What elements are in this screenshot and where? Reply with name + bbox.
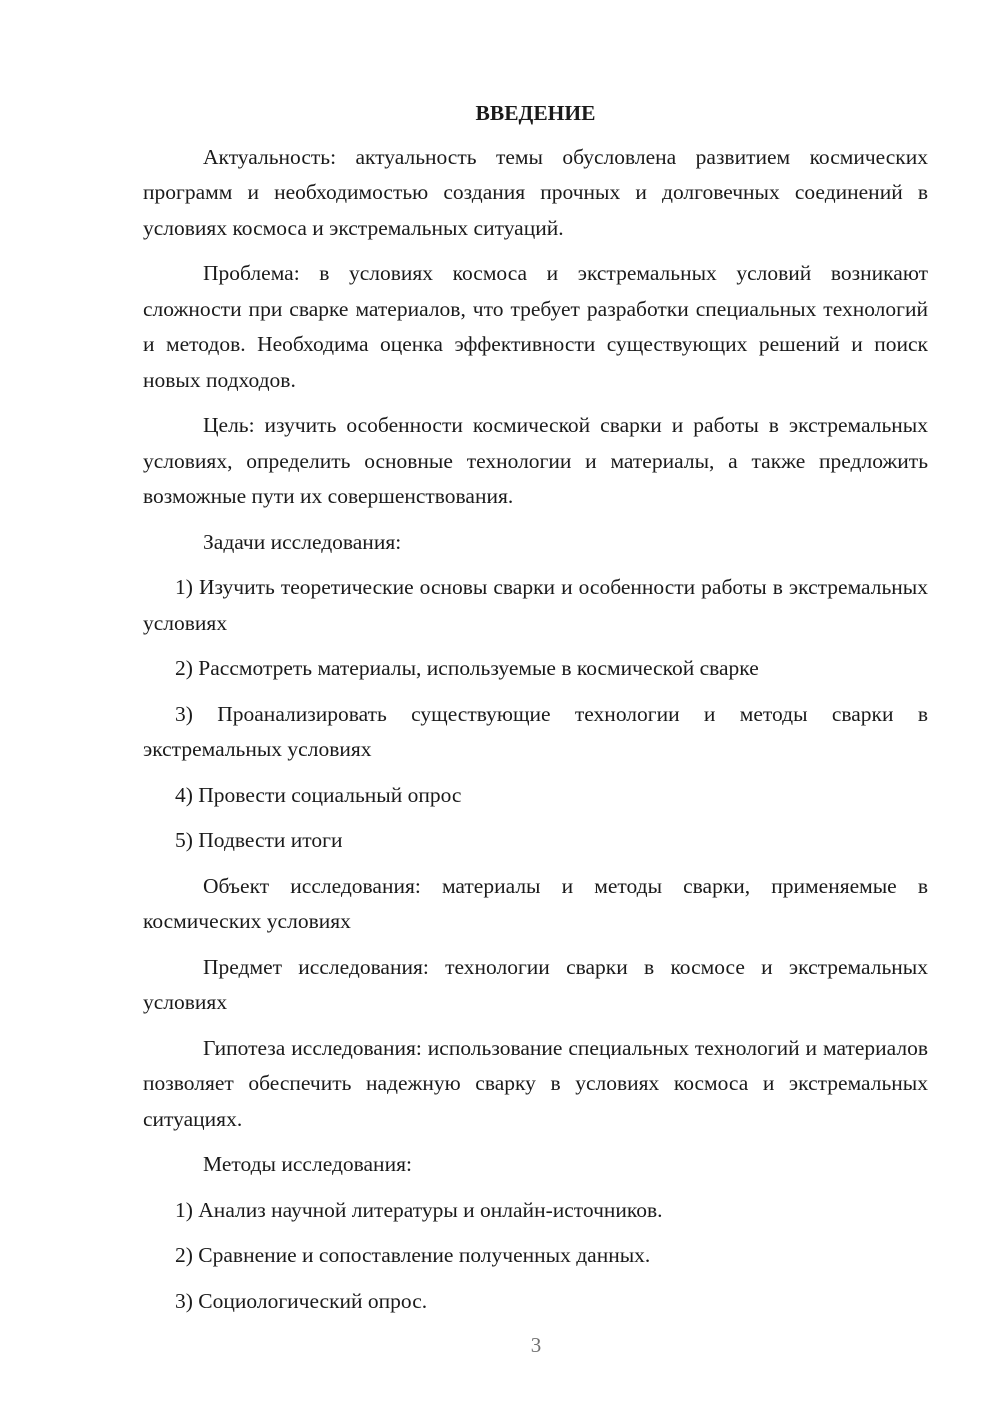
- relevance-paragraph: Актуальность: актуальность темы обусловлена развитием космических программ и необходимостью создания прочных и долговечных соединений в условиях космоса и экстремальных ситуаций.: [143, 144, 928, 240]
- task-item: 3) Проанализировать существующие технологии и методы сварки в экстремальных условиях: [143, 701, 928, 761]
- method-item: 2) Сравнение и сопоставление полученных данных.: [175, 1243, 651, 1267]
- method-item: 1) Анализ научной литературы и онлайн-источников.: [175, 1197, 663, 1222]
- methods-heading: Методы исследования:: [203, 1152, 412, 1176]
- task-item: 4) Провести социальный опрос: [175, 782, 462, 807]
- task-item: 5) Подвести итоги: [175, 828, 343, 852]
- problem-paragraph: Проблема: в условиях космоса и экстремальных условий возникают сложности при сварке материалов, что требует разработки специальных технологий и методов. Необходима оценка эффективности существующих решений и поиск новых подходов.: [143, 261, 928, 392]
- page-number: 3: [530, 1333, 542, 1357]
- object-paragraph: Объект исследования: материалы и методы сварки, применяемые в космических условиях: [143, 873, 928, 933]
- task-item: 1) Изучить теоретические основы сварки и особенности работы в экстремальных условиях: [143, 575, 928, 635]
- tasks-heading: Задачи исследования:: [203, 529, 402, 554]
- subject-paragraph: Предмет исследования: технологии сварки в космосе и экстремальных условиях: [143, 954, 928, 1014]
- section-title: ВВЕДЕНИЕ: [475, 101, 596, 125]
- goal-paragraph: Цель: изучить особенности космической сварки и работы в экстремальных условиях, определить основные технологии и материалы, а также предложить возможные пути их совершенствования.: [143, 413, 928, 508]
- document-body: [143, 96, 928, 1329]
- method-item: 3) Социологический опрос.: [175, 1288, 428, 1313]
- hypothesis-paragraph: Гипотеза исследования: использование специальных технологий и материалов позволяет обеспечить надежную сварку в условиях космоса и экстремальных ситуациях.: [143, 1035, 928, 1131]
- task-item: 2) Рассмотреть материалы, используемые в космической сварке: [175, 656, 759, 680]
